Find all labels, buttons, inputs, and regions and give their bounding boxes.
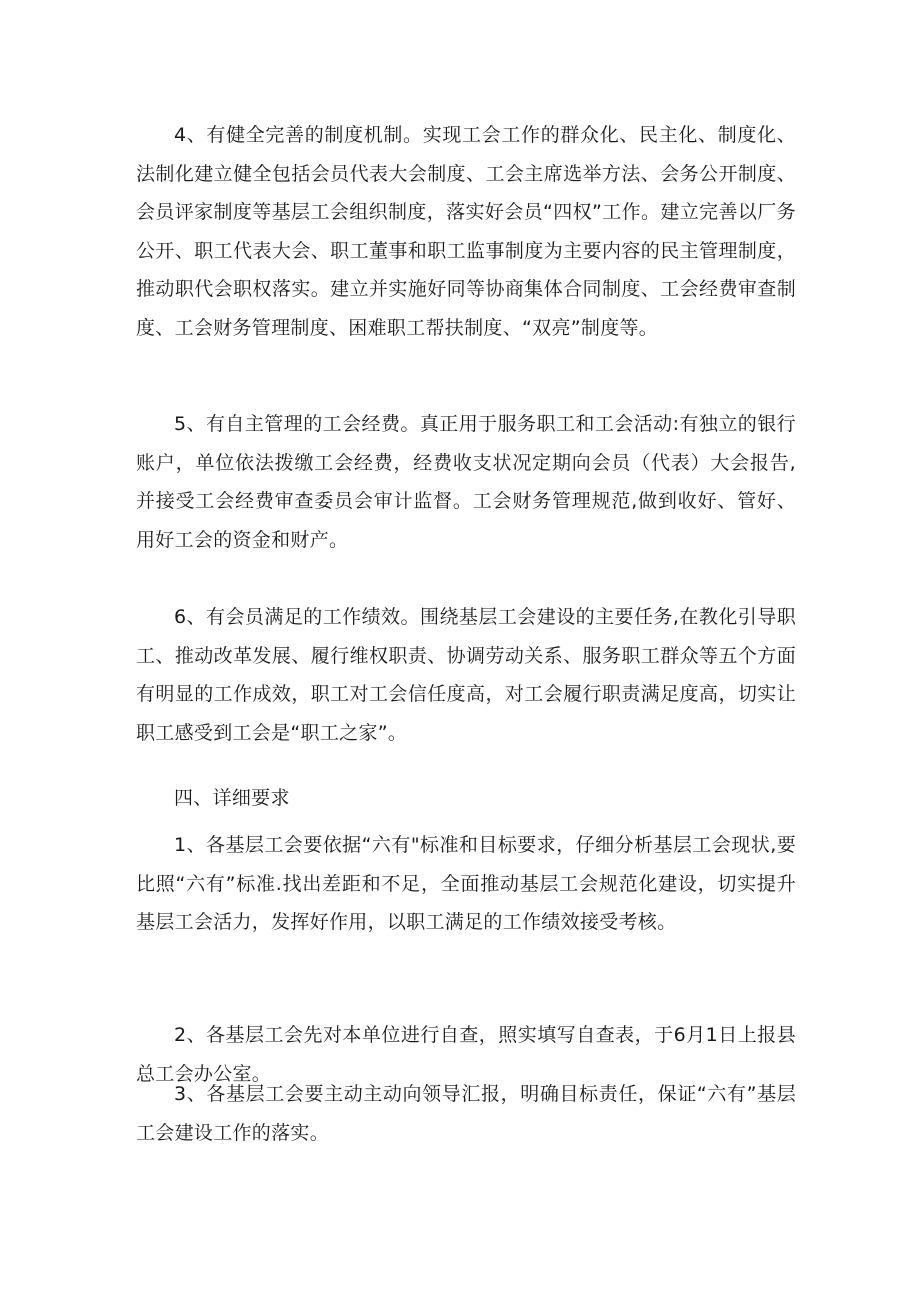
requirement-1: 1、各基层工会要依据“六有"标准和目标要求，仔细分析基层工会现状,要比照“六有”标准.找出差距和不足，全面推动基层工会规范化建设，切实提升基层工会活力，发挥好作用，以职工满足的工作绩效接受考核。: [136, 834, 796, 933]
section-heading: 四、详细要求: [174, 787, 290, 809]
paragraph-item-6: 6、有会员满足的工作绩效。围绕基层工会建设的主要任务,在教化引导职工、推动改革发展、履行维权职责、协调劳动关系、服务职工群众等五个方面有明显的工作成效，职工对工会信任度高，对工会履行职责满足度高，切实让职工感受到工会是“职工之家”。: [136, 606, 796, 744]
paragraph-item-4: 4、有健全完善的制度机制。实现工会工作的群众化、民主化、制度化、法制化建立健全包括会员代表大会制度、工会主席选举方法、会务公开制度、会员评家制度等基层工会组织制度，落实好会员“四权”工作。建立完善以厂务公开、职工代表大会、职工董事和职工监事制度为主要内容的民主管理制度，推动职代会职权落实。建立并实施好同等协商集体合同制度、工会经费审查制度、工会财务管理制度、困难职工帮扶制度、“双亮”制度等。: [136, 124, 796, 339]
requirement-3: 3、各基层工会要主动主动向领导汇报，明确目标责任，保证“六有”基层工会建设工作的落实。: [136, 1083, 796, 1144]
paragraph-item-5: 5、有自主管理的工会经费。真正用于服务职工和工会活动:有独立的银行账户，单位依法拨缴工会经费，经费收支状况定期向会员（代表）大会报告,并接受工会经费审查委员会审计监督。工会财务管理规范,做到收好、管好、用好工会的资金和财产。: [136, 413, 796, 551]
requirement-2: 2、各基层工会先对本单位进行自查，照实填写自查表，于6月1日上报县总工会办公室。: [136, 1024, 796, 1085]
